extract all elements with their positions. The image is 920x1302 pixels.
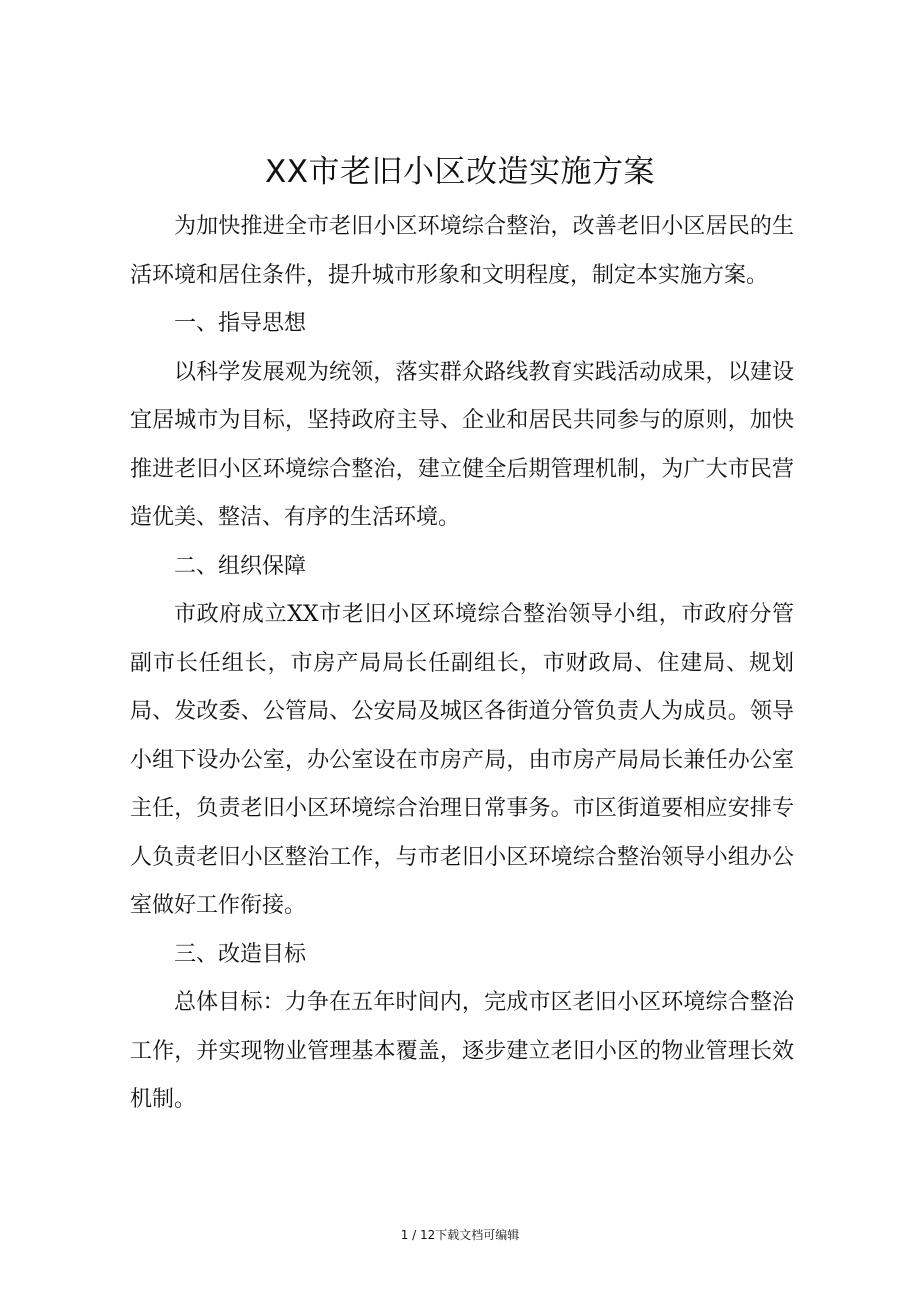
goals-paragraph: 总体目标：力争在五年时间内，完成市区老旧小区环境综合整治工作，并实现物业管理基本覆盖，逐步建立老旧小区的物业管理长效机制。: [130, 990, 794, 1112]
page-footer: 1 / 12下载文档可编辑: [400, 1228, 520, 1242]
organization-paragraph: 市政府成立XX市老旧小区环境综合整治领导小组，市政府分管副市长任组长，市房产局局长任副组长，市财政局、住建局、规划局、发改委、公管局、公安局及城区各街道分管负责人为成员。领导小组下设办公室，办公室设在市房产局，由市房产局局长兼任办公室主任，负责老旧小区环境综合治理日常事务。市区街道要相应安排专人负责老旧小区整治工作，与市老旧小区环境综合整治领导小组办公室做好工作衔接。: [130, 602, 794, 918]
section-heading-guiding-ideology: 一、指导思想: [174, 311, 307, 336]
section-heading-goals: 三、改造目标: [174, 941, 307, 967]
guiding-ideology-paragraph: 以科学发展观为统领，落实群众路线教育实践活动成果，以建设宜居城市为目标，坚持政府主导、企业和居民共同参与的原则，加快推进老旧小区环境综合整治，建立健全后期管理机制，为广大市民营造优美、整洁、有序的生活环境。: [130, 359, 794, 530]
intro-paragraph: 为加快推进全市老旧小区环境综合整治，改善老旧小区居民的生活环境和居住条件，提升城市形象和文明程度，制定本实施方案。: [130, 214, 794, 288]
document-body: [130, 203, 794, 1125]
document-title: XX市老旧小区改造实施方案: [265, 154, 655, 190]
section-heading-organization: 二、组织保障: [174, 553, 307, 579]
